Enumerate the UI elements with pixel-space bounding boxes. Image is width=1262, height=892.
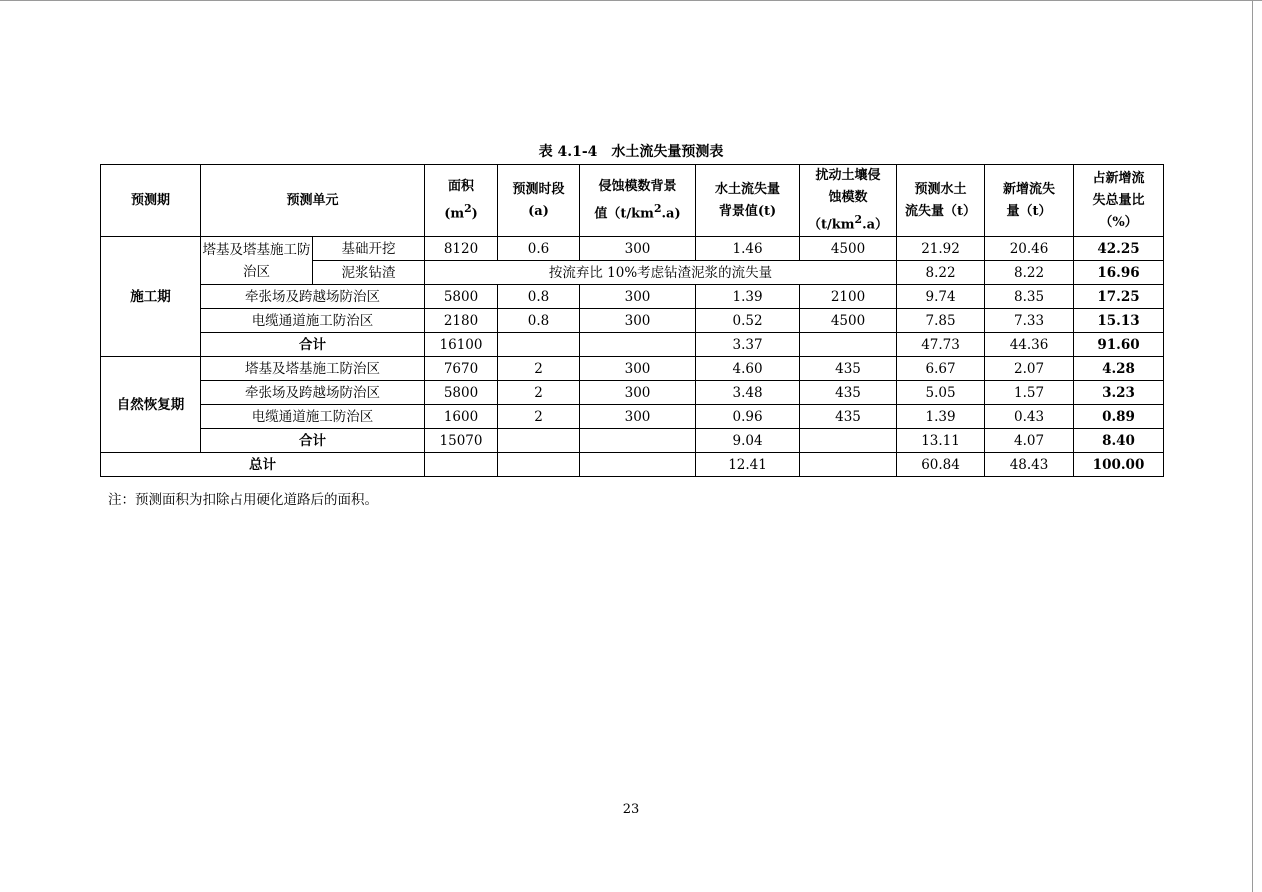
subtotal-row xyxy=(101,429,1164,453)
pred-loss-cell: 7.85 xyxy=(897,309,985,333)
area-cell: 7670 xyxy=(425,357,498,381)
subtotal-label: 合计 xyxy=(201,429,425,453)
pred-loss-cell: 21.92 xyxy=(897,237,985,261)
duration-cell: 2 xyxy=(498,405,580,429)
new-loss-cell: 44.36 xyxy=(985,333,1074,357)
header-period: 预测期 xyxy=(101,165,201,237)
empty-cell xyxy=(425,453,498,477)
pred-loss-cell: 1.39 xyxy=(897,405,985,429)
bg-modulus-cell: 300 xyxy=(580,309,696,333)
unit-tower: 塔基及塔基施工防治区 xyxy=(201,237,313,285)
period-recovery: 自然恢复期 xyxy=(101,357,201,453)
table-row xyxy=(101,381,1164,405)
new-loss-cell: 7.33 xyxy=(985,309,1074,333)
bg-loss-cell: 0.52 xyxy=(696,309,800,333)
area-cell: 5800 xyxy=(425,381,498,405)
bg-loss-cell: 9.04 xyxy=(696,429,800,453)
area-cell: 5800 xyxy=(425,285,498,309)
header-duration: 预测时段 (a) xyxy=(498,165,580,237)
ratio-cell: 100.00 xyxy=(1074,453,1164,477)
new-loss-cell: 1.57 xyxy=(985,381,1074,405)
page-right-border xyxy=(1252,0,1253,892)
dist-modulus-cell: 435 xyxy=(800,381,897,405)
area-cell: 8120 xyxy=(425,237,498,261)
pred-loss-cell: 8.22 xyxy=(897,261,985,285)
table-row xyxy=(101,357,1164,381)
bg-loss-cell: 3.48 xyxy=(696,381,800,405)
bg-loss-cell: 3.37 xyxy=(696,333,800,357)
area-cell: 2180 xyxy=(425,309,498,333)
ratio-cell: 4.28 xyxy=(1074,357,1164,381)
pred-loss-cell: 13.11 xyxy=(897,429,985,453)
empty-cell xyxy=(800,429,897,453)
pred-loss-cell: 9.74 xyxy=(897,285,985,309)
header-ratio: 占新增流 失总量比 （%） xyxy=(1074,165,1164,237)
unit-cell: 电缆通道施工防治区 xyxy=(201,405,425,429)
bg-loss-cell: 1.46 xyxy=(696,237,800,261)
header-area: 面积 $(m^2)$ xyxy=(425,165,498,237)
bg-loss-cell: 12.41 xyxy=(696,453,800,477)
header-bg-loss: 水土流失量 背景值(t) xyxy=(696,165,800,237)
empty-cell xyxy=(498,333,580,357)
pred-loss-cell: 47.73 xyxy=(897,333,985,357)
bg-modulus-cell: 300 xyxy=(580,405,696,429)
header-new-loss: 新增流失 量（t） xyxy=(985,165,1074,237)
dist-modulus-cell: 435 xyxy=(800,405,897,429)
new-loss-cell: 8.35 xyxy=(985,285,1074,309)
header-unit: 预测单元 xyxy=(201,165,425,237)
empty-cell xyxy=(800,453,897,477)
ratio-cell: 16.96 xyxy=(1074,261,1164,285)
new-loss-cell: 8.22 xyxy=(985,261,1074,285)
new-loss-cell: 2.07 xyxy=(985,357,1074,381)
area-cell: 16100 xyxy=(425,333,498,357)
bg-modulus-cell: 300 xyxy=(580,381,696,405)
ratio-cell: 42.25 xyxy=(1074,237,1164,261)
table-row xyxy=(101,285,1164,309)
pred-loss-cell: 60.84 xyxy=(897,453,985,477)
header-pred-loss: 预测水土 流失量（t） xyxy=(897,165,985,237)
page-number: 23 xyxy=(622,802,640,817)
dist-modulus-cell: 4500 xyxy=(800,309,897,333)
page-top-border xyxy=(0,0,1262,1)
area-cell: 1600 xyxy=(425,405,498,429)
bg-modulus-cell: 300 xyxy=(580,285,696,309)
total-row xyxy=(101,453,1164,477)
pred-loss-cell: 6.67 xyxy=(897,357,985,381)
total-label: 总计 xyxy=(101,453,425,477)
soil-loss-prediction-table xyxy=(100,164,1164,477)
bg-modulus-cell: 300 xyxy=(580,237,696,261)
ratio-cell: 8.40 xyxy=(1074,429,1164,453)
subtotal-label: 合计 xyxy=(201,333,425,357)
unit-cell: 塔基及塔基施工防治区 xyxy=(201,357,425,381)
ratio-cell: 3.23 xyxy=(1074,381,1164,405)
merged-note-cell: 按流弃比 10%考虑钻渣泥浆的流失量 xyxy=(425,261,897,285)
pred-loss-cell: 5.05 xyxy=(897,381,985,405)
duration-cell: 0.8 xyxy=(498,309,580,333)
table-note: 注：预测面积为扣除占用硬化道路后的面积。 xyxy=(108,492,378,508)
sub-unit: 基础开挖 xyxy=(313,237,425,261)
table-row xyxy=(101,309,1164,333)
duration-cell: 2 xyxy=(498,381,580,405)
dist-modulus-cell: 2100 xyxy=(800,285,897,309)
table-row xyxy=(101,405,1164,429)
new-loss-cell: 20.46 xyxy=(985,237,1074,261)
bg-loss-cell: 4.60 xyxy=(696,357,800,381)
subtotal-row xyxy=(101,333,1164,357)
area-cell: 15070 xyxy=(425,429,498,453)
duration-cell: 0.8 xyxy=(498,285,580,309)
unit-cell: 牵张场及跨越场防治区 xyxy=(201,381,425,405)
duration-cell: 0.6 xyxy=(498,237,580,261)
new-loss-cell: 4.07 xyxy=(985,429,1074,453)
dist-modulus-cell: 435 xyxy=(800,357,897,381)
new-loss-cell: 48.43 xyxy=(985,453,1074,477)
dist-modulus-cell: 4500 xyxy=(800,237,897,261)
ratio-cell: 17.25 xyxy=(1074,285,1164,309)
sub-unit: 泥浆钻渣 xyxy=(313,261,425,285)
empty-cell xyxy=(580,453,696,477)
empty-cell xyxy=(800,333,897,357)
empty-cell xyxy=(498,453,580,477)
period-construction: 施工期 xyxy=(101,237,201,357)
duration-cell: 2 xyxy=(498,357,580,381)
bg-loss-cell: 1.39 xyxy=(696,285,800,309)
ratio-cell: 0.89 xyxy=(1074,405,1164,429)
header-dist-modulus: 扰动土壤侵 蚀模数 $(t/km^2.a)$ xyxy=(800,165,897,237)
table-row xyxy=(101,237,1164,261)
bg-modulus-cell: 300 xyxy=(580,357,696,381)
header-bg-modulus: 侵蚀模数背景 值$(t/km^2.a)$ xyxy=(580,165,696,237)
bg-loss-cell: 0.96 xyxy=(696,405,800,429)
ratio-cell: 15.13 xyxy=(1074,309,1164,333)
empty-cell xyxy=(498,429,580,453)
header-row xyxy=(101,165,1164,237)
new-loss-cell: 0.43 xyxy=(985,405,1074,429)
unit-cell: 电缆通道施工防治区 xyxy=(201,309,425,333)
empty-cell xyxy=(580,429,696,453)
empty-cell xyxy=(580,333,696,357)
table-caption: 表 4.1-4 水土流失量预测表 xyxy=(538,144,724,160)
ratio-cell: 91.60 xyxy=(1074,333,1164,357)
unit-cell: 牵张场及跨越场防治区 xyxy=(201,285,425,309)
